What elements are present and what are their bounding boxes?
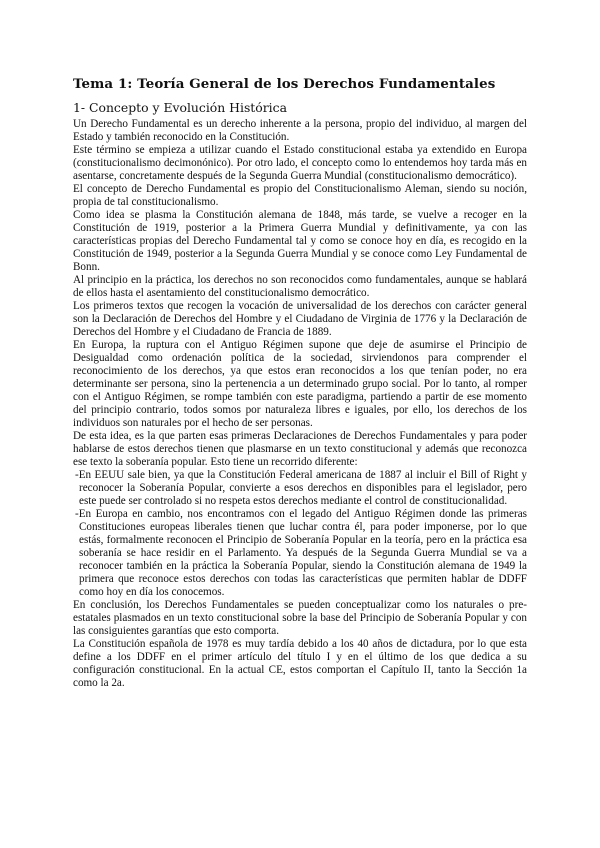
- paragraph: Al principio en la práctica, los derechos no son reconocidos como fundamentales, aunque se hablará de ellos hasta el asentamiento del constitucionalismo democrático.: [73, 274, 527, 299]
- paragraph: Un Derecho Fundamental es un derecho inherente a la persona, propio del individuo, al margen del Estado y también reconocido en la Constitución.: [73, 118, 527, 143]
- paragraph: La Constitución española de 1978 es muy tardía debido a los 40 años de dictadura, por lo que esta define a los DDFF en el primer artículo del título I y en el último de los que dedica a su configuración constitucional. En la actual CE, estos comportan el Capítulo II, tanto la Sección 1a como la 2a.: [73, 638, 527, 689]
- paragraph: En Europa, la ruptura con el Antiguo Régimen supone que deje de asumirse el Principio de Desigualdad como ordenación política de la sociedad, sirviendonos para comprender el reconocimiento de los derechos, ya que estos eran reconocidos a los que tenían poder, no era determinante ser persona, sino la pertenencia a un determinado grupo social. Por lo tanto, al romper con el Antiguo Régimen, se rompe también con este paradigma, partiendo a partir de ese momento del principio contrario, todos somos por naturaleza libres e iguales, por ello, los derechos de los individuos son naturales por el hecho de ser personas.: [73, 339, 527, 429]
- paragraph: En conclusión, los Derechos Fundamentales se pueden conceptualizar como los naturales o pre-estatales plasmados en un texto constitucional sobre la base del Principio de Soberanía Popular y con las consiguientes garantías que esto comporta.: [73, 599, 527, 637]
- document-title: Tema 1: Teoría General de los Derechos Fundamentales: [73, 76, 496, 92]
- list-item: -En EEUU sale bien, ya que la Constitución Federal americana de 1887 al incluir el Bill of Right y reconocer la Soberanía Popular, convierte a esos derechos en disponibles para el legislador, pero este puede ser controlado si no respeta estos derechos mediante el control de constitucionalidad.: [75, 469, 527, 507]
- paragraph: Como idea se plasma la Constitución alemana de 1848, más tarde, se vuelve a recoger en la Constitución de 1919, posterior a la Primera Guerra Mundial y definitivamente, ya con las características propias del Derecho Fundamental tal y como se conoce hoy en día, es recogido en la Constitución de 1949, posterior a la Segunda Guerra Mundial y se conoce como Ley Fundamental de Bonn.: [73, 209, 527, 273]
- paragraph: Los primeros textos que recogen la vocación de universalidad de los derechos con carácter general son la Declaración de Derechos del Hombre y el Ciudadano de Virginia de 1776 y la Declaración de Derechos del Hombre y el Ciudadano de Francia de 1889.: [73, 300, 527, 338]
- list-item: -En Europa en cambio, nos encontramos con el legado del Antiguo Régimen donde las primeras Constituciones europeas liberales tienen que luchar contra él, para poder imponerse, por lo que estás, formalmente reconocen el Principio de Soberanía Popular en la teoría, pero en la práctica esa soberanía se hace residir en el Parlamento. Ya después de la Segunda Guerra Mundial se va a reconocer también en la práctica la Soberanía Popular, siendo la Constitución alemana de 1949 la primera que reconoce estos derechos con todas las características que permiten hablar de DDFF como hoy en día los conocemos.: [75, 508, 527, 598]
- paragraph: El concepto de Derecho Fundamental es propio del Constitucionalismo Aleman, siendo su noción, propia de tal constitucionalismo.: [73, 183, 527, 208]
- document-body: [73, 118, 527, 690]
- paragraph: De esta idea, es la que parten esas primeras Declaraciones de Derechos Fundamentales y para poder hablarse de estos derechos tienen que plasmarse en un texto constitucional y además que reconozca ese texto la soberanía popular. Esto tiene un recorrido diferente:: [73, 430, 527, 468]
- paragraph: Este término se empieza a utilizar cuando el Estado constitucional estaba ya extendido en Europa (constitucionalismo decimonónico). Por otro lado, el concepto como lo entendemos hoy tarda más en asentarse, concretamente después de la Segunda Guerra Mundial (constitucionalismo democrático).: [73, 144, 527, 182]
- section-heading: 1- Concepto y Evolución Histórica: [73, 100, 287, 115]
